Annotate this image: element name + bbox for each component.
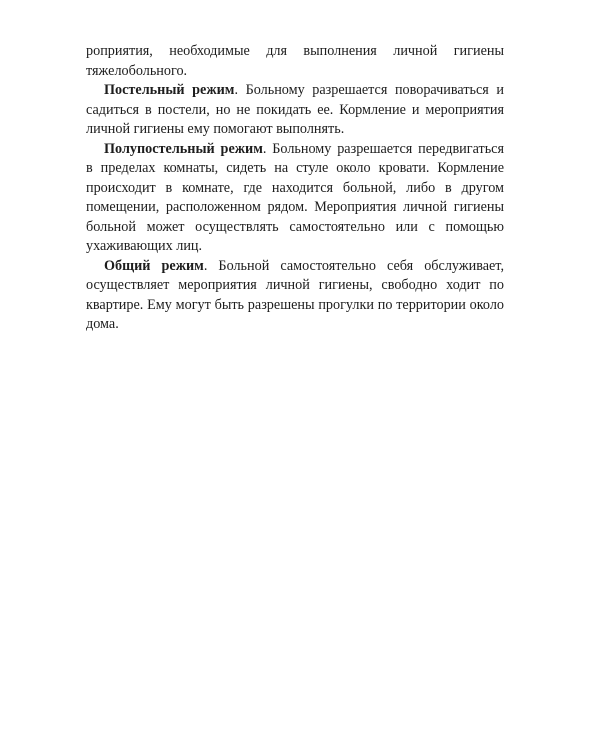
paragraph-continuation bbox=[86, 42, 504, 81]
paragraph-text: . Больной самостоятельно себя обслуживает, осуществляет мероприятия личной гигиены, свободно ходит по квартире. Ему могут быть разрешены прогулки по территории около дома. bbox=[86, 257, 504, 332]
paragraph-general-regime bbox=[86, 257, 504, 335]
term-semi-bed-regime: Полупостельный режим bbox=[104, 140, 263, 157]
paragraph-text: . Больному разрешается передвигаться в пределах комнаты, сидеть на стуле около кровати. Кормление происходит в комнате, где находится больной, либо в другом помещении, расположенном рядом. Мероприятия личной гигиены больной может осуществлять самостоятельно или с помощью ухаживающих лиц. bbox=[86, 140, 504, 254]
paragraph-semi-bed-regime bbox=[86, 140, 504, 257]
paragraph-text: . Больному разрешается поворачиваться и садиться в постели, но не покидать ее. Кормление и мероприятия личной гигиены ему помогают выполнять. bbox=[86, 82, 504, 137]
paragraph-text: роприятия, необходимые для выполнения личной гигиены тяжелобольного. bbox=[86, 43, 504, 79]
paragraph-bed-regime bbox=[86, 81, 504, 140]
term-bed-regime: Постельный режим bbox=[104, 82, 235, 98]
body-text bbox=[86, 42, 504, 335]
term-general-regime: Общий режим bbox=[104, 257, 204, 274]
